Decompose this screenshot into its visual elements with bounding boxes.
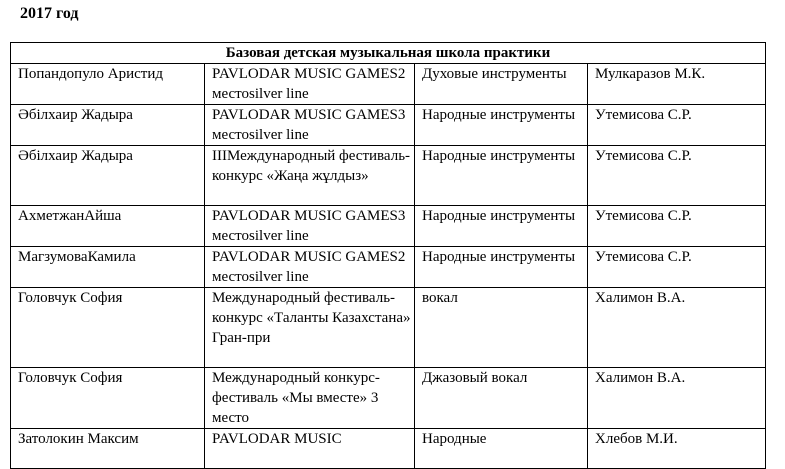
table-row (11, 64, 766, 105)
event-cell (205, 146, 415, 206)
teacher-name: Хлебов М.И. (595, 431, 678, 447)
student-name: МагзумоваКамила (18, 249, 136, 265)
category-cell (415, 429, 588, 469)
teacher-name: Мулкаразов М.К. (595, 66, 706, 82)
event-name: IIIМеждународный фестиваль-конкурс «Жаңа жұлдыз» (212, 148, 411, 184)
category-cell (415, 247, 588, 288)
category-cell (415, 206, 588, 247)
event-name: Международный фестиваль-конкурс «Таланты Казахстана» Гран-при (212, 290, 411, 346)
results-table (10, 42, 766, 469)
student-name-cell (11, 288, 205, 368)
teacher-cell (588, 64, 766, 105)
table-row (11, 105, 766, 146)
teacher-cell (588, 206, 766, 247)
teacher-name: Утемисова С.Р. (595, 208, 692, 224)
category: Народные инструменты (422, 208, 576, 224)
student-name-cell (11, 64, 205, 105)
event-cell (205, 105, 415, 146)
table-row (11, 429, 766, 469)
teacher-cell (588, 368, 766, 429)
category: Народные (422, 431, 487, 447)
student-name: Попандопуло Аристид (18, 66, 164, 82)
category-cell (415, 146, 588, 206)
category: Народные инструменты (422, 249, 576, 265)
category-cell (415, 105, 588, 146)
student-name: Головчук София (18, 290, 123, 306)
table-title-row (11, 43, 766, 64)
teacher-name: Утемисова С.Р. (595, 148, 692, 164)
year-heading: 2017 год (20, 5, 79, 22)
category: Духовые инструменты (422, 66, 567, 82)
event-name: PAVLODAR MUSIC GAMES3 местоsilver line (212, 208, 406, 244)
table-row (11, 146, 766, 206)
teacher-cell (588, 105, 766, 146)
table-row (11, 368, 766, 429)
category-cell (415, 288, 588, 368)
student-name: Әбілхаир Жадыра (18, 148, 133, 164)
category: Народные инструменты (422, 148, 576, 164)
school-title: Базовая детская музыкальная школа практики (11, 43, 766, 64)
event-name: Международный конкурс-фестиваль «Мы вместе» 3 место (212, 370, 380, 426)
teacher-name: Утемисова С.Р. (595, 249, 692, 265)
event-cell (205, 206, 415, 247)
student-name: Головчук София (18, 370, 123, 386)
event-cell (205, 247, 415, 288)
event-cell (205, 429, 415, 469)
event-cell (205, 368, 415, 429)
event-cell (205, 64, 415, 105)
table-body (11, 64, 766, 469)
event-name: PAVLODAR MUSIC (212, 431, 342, 447)
category: вокал (422, 290, 458, 306)
category: Джазовый вокал (422, 370, 528, 386)
student-name-cell (11, 368, 205, 429)
student-name-cell (11, 206, 205, 247)
teacher-name: Утемисова С.Р. (595, 107, 692, 123)
category-cell (415, 64, 588, 105)
category-cell (415, 368, 588, 429)
teacher-cell (588, 429, 766, 469)
student-name: Әбілхаир Жадыра (18, 107, 133, 123)
event-cell (205, 288, 415, 368)
teacher-cell (588, 288, 766, 368)
student-name-cell (11, 247, 205, 288)
event-name: PAVLODAR MUSIC GAMES2 местоsilver line (212, 249, 406, 285)
student-name-cell (11, 146, 205, 206)
category: Народные инструменты (422, 107, 576, 123)
table-row (11, 206, 766, 247)
student-name: АхметжанАйша (18, 208, 122, 224)
teacher-cell (588, 146, 766, 206)
teacher-cell (588, 247, 766, 288)
student-name-cell (11, 429, 205, 469)
teacher-name: Халимон В.А. (595, 290, 686, 306)
table-row (11, 247, 766, 288)
teacher-name: Халимон В.А. (595, 370, 686, 386)
student-name-cell (11, 105, 205, 146)
student-name: Затолокин Максим (18, 431, 139, 447)
event-name: PAVLODAR MUSIC GAMES3 местоsilver line (212, 107, 406, 143)
table-row (11, 288, 766, 368)
event-name: PAVLODAR MUSIC GAMES2 местоsilver line (212, 66, 406, 102)
